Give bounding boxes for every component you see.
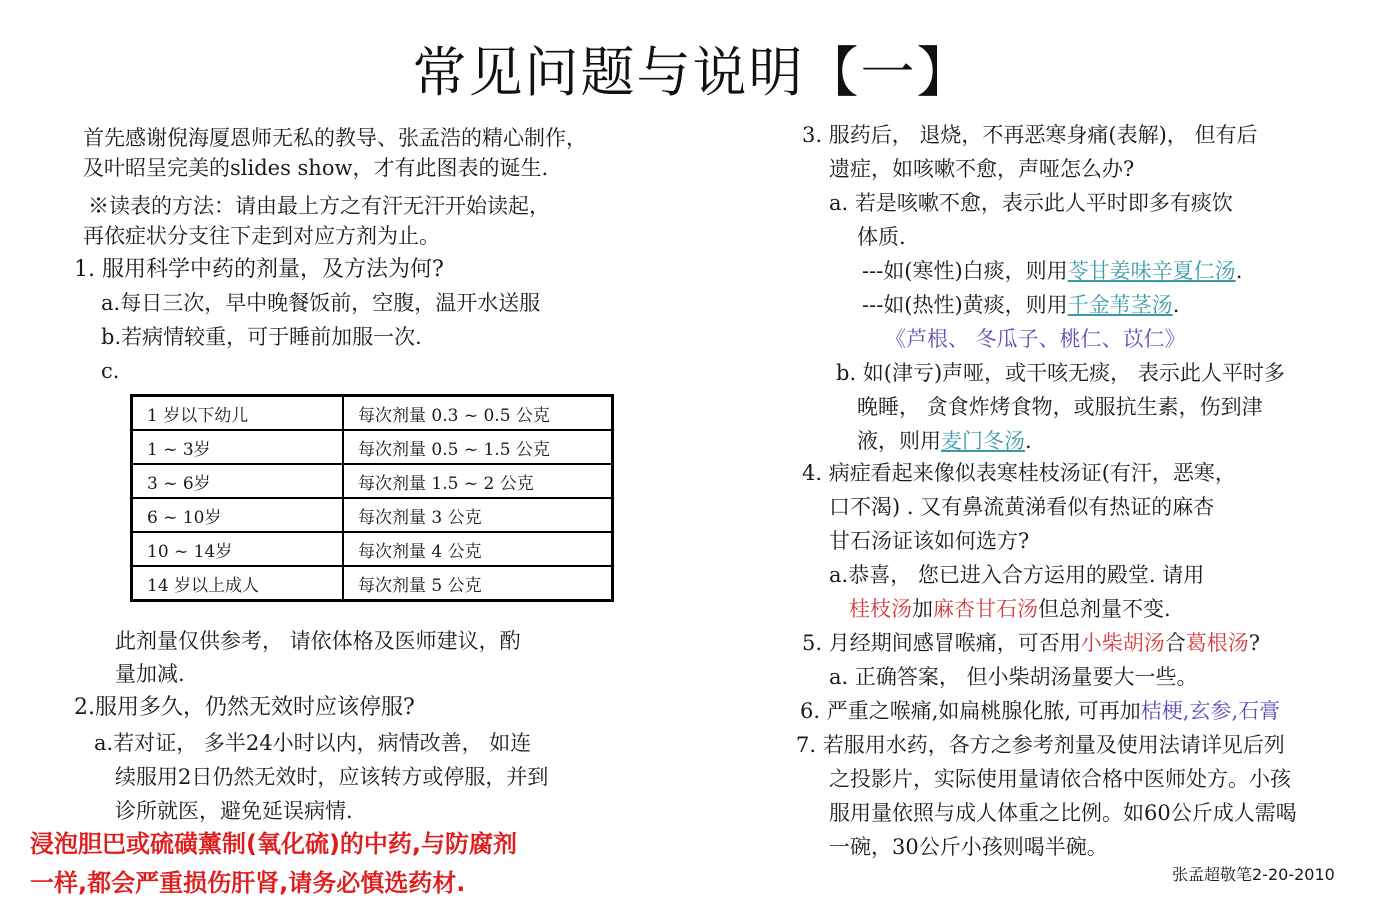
answer-1c: c. (101, 359, 120, 383)
cold-phlegm-text: ---如(寒性)白痰，则用 (862, 259, 1068, 283)
answer-1b: b.若病情较重，可于睡前加服一次. (101, 325, 422, 349)
question-5-end: ? (1248, 631, 1260, 655)
dosage-note-line-2: 量加减. (115, 662, 185, 686)
answer-4a-plus: 加 (912, 597, 933, 621)
question-5 (802, 628, 1260, 658)
answer-2a-line-2: 续服用2日仍然无效时，应该转方或停服，并到 (115, 765, 549, 789)
answer-3b-line-2: 晚睡， 贪食炸烤食物，或服抗生素，伤到津 (857, 395, 1263, 419)
answer-5a: a. 正确答案， 但小柴胡汤量要大一些。 (829, 665, 1198, 689)
dose-cell: 每次剂量 0.5 ~ 1.5 公克 (343, 430, 613, 464)
age-cell: 14 岁以上成人 (132, 566, 344, 601)
maxing-formula: 麻杏甘石汤 (933, 597, 1038, 621)
age-cell: 6 ~ 10岁 (132, 498, 344, 532)
cold-phlegm-end: . (1235, 259, 1243, 283)
question-5-text: 5. 月经期间感冒喉痛，可否用 (802, 631, 1081, 655)
question-4-line-1: 4. 病症看起来像似表寒桂枝汤证(有汗，恶寒， (802, 461, 1236, 485)
answer-4a-end: 但总剂量不变. (1038, 597, 1171, 621)
question-7-line-2: 之投影片，实际使用量请依合格中医师处方。小孩 (829, 767, 1291, 791)
question-2: 2.服用多久，仍然无效时应该停服? (74, 695, 415, 720)
age-cell: 10 ~ 14岁 (132, 532, 344, 566)
dosage-table (130, 394, 614, 602)
dose-cell: 每次剂量 5 公克 (343, 566, 613, 601)
table-row (132, 498, 613, 532)
reading-method-line-1: ※读表的方法：请由最上方之有汗无汗开始读起， (88, 194, 550, 218)
question-3-line-2: 遗症，如咳嗽不愈，声哑怎么办? (829, 157, 1135, 181)
reading-method-line-2: 再依症状分支往下走到对应方剂为止。 (83, 224, 440, 248)
question-7-line-1: 7. 若服用水药，各方之参考剂量及使用法请详见后列 (796, 733, 1285, 757)
gegen-formula: 葛根汤 (1185, 631, 1249, 655)
warning-line-1: 浸泡胆巴或硫磺薰制(氧化硫)的中药,与防腐剂 (30, 830, 518, 858)
dosage-note-line-1: 此剂量仅供参考， 请依体格及医师建议，酌 (115, 629, 521, 653)
hot-phlegm-formula-link[interactable]: 千金苇茎汤 (1067, 293, 1173, 317)
question-4-line-2: 口不渴) . 又有鼻流黄涕看似有热证的麻杏 (829, 495, 1215, 519)
herb-xuanshen: 玄参 (1189, 699, 1232, 723)
table-row (132, 566, 613, 601)
answer-4a-line-1: a.恭喜， 您已进入合方运用的殿堂. 请用 (829, 563, 1205, 587)
answer-3a-line-2: 体质. (857, 225, 906, 249)
dose-cell: 每次剂量 4 公克 (343, 532, 613, 566)
warning-line-2: 一样,都会严重损伤肝肾,请务必慎选药材. (30, 869, 466, 897)
question-6 (800, 696, 1280, 726)
table-row (132, 532, 613, 566)
herb-shigao: 石膏 (1238, 699, 1281, 723)
guizhi-formula: 桂枝汤 (849, 597, 912, 621)
intro-line-2: 及叶昭呈完美的slides show，才有此图表的诞生. (83, 156, 549, 180)
answer-3b-text: 液，则用 (857, 429, 941, 453)
answer-2a-line-1: a.若对证， 多半24小时以内，病情改善， 如连 (94, 731, 532, 755)
question-1: 1. 服用科学中药的剂量，及方法为何? (74, 257, 444, 282)
table-row (132, 430, 613, 464)
question-7-line-3: 服用量依照与成人体重之比例。如60公斤成人需喝 (829, 801, 1297, 825)
age-cell: 3 ~ 6岁 (132, 464, 344, 498)
dose-cell: 每次剂量 0.3 ~ 0.5 公克 (343, 396, 613, 431)
herb-separator: , (1231, 699, 1239, 723)
maimendong-formula-link[interactable]: 麦门冬汤 (941, 429, 1025, 453)
herb-list: 《芦根、 冬瓜子、桃仁、苡仁》 (885, 327, 1186, 351)
hot-phlegm-text: ---如(热性)黄痰，则用 (862, 293, 1068, 317)
xiaochaihu-formula: 小柴胡汤 (1080, 631, 1165, 655)
dose-cell: 每次剂量 3 公克 (343, 498, 613, 532)
intro-line-1: 首先感谢倪海厦恩师无私的教导、张孟浩的精心制作， (83, 126, 587, 150)
answer-4a-line-2 (849, 594, 1171, 624)
page-title: 常见问题与说明【一】 (412, 41, 973, 104)
hot-phlegm-end: . (1172, 293, 1180, 317)
herb-separator: , (1182, 699, 1190, 723)
answer-2a-line-3: 诊所就医，避免延误病情. (115, 799, 353, 823)
cold-phlegm-line (862, 256, 1242, 286)
hot-phlegm-line (862, 290, 1179, 320)
question-4-line-3: 甘石汤证该如何选方? (829, 529, 1030, 553)
herb-jiegeng: 桔梗 (1140, 699, 1183, 723)
table-row (132, 464, 613, 498)
answer-1a: a.每日三次，早中晚餐饭前，空腹，温开水送服 (101, 291, 541, 315)
question-3-line-1: 3. 服药后， 退烧，不再恶寒身痛(表解)， 但有后 (802, 123, 1258, 147)
age-cell: 1 ~ 3岁 (132, 430, 344, 464)
table-row (132, 396, 613, 431)
question-5-combine: 合 (1164, 631, 1186, 655)
question-7-line-4: 一碗，30公斤小孩则喝半碗。 (829, 835, 1108, 859)
author-signature: 张孟超敬笔2-20-2010 (1172, 865, 1335, 884)
age-cell: 1 岁以下幼儿 (132, 396, 344, 431)
answer-3b-end: . (1025, 429, 1032, 453)
answer-3b-line-1: b. 如(津亏)声哑，或干咳无痰， 表示此人平时多 (836, 361, 1285, 385)
answer-3b-line-3 (857, 426, 1032, 456)
cold-phlegm-formula-link[interactable]: 苓甘姜味辛夏仁汤 (1067, 259, 1236, 283)
dose-cell: 每次剂量 1.5 ~ 2 公克 (343, 464, 613, 498)
question-6-text: 6. 严重之喉痛,如扁桃腺化脓, 可再加 (800, 699, 1141, 723)
answer-3a-line-1: a. 若是咳嗽不愈，表示此人平时即多有痰饮 (829, 191, 1233, 215)
